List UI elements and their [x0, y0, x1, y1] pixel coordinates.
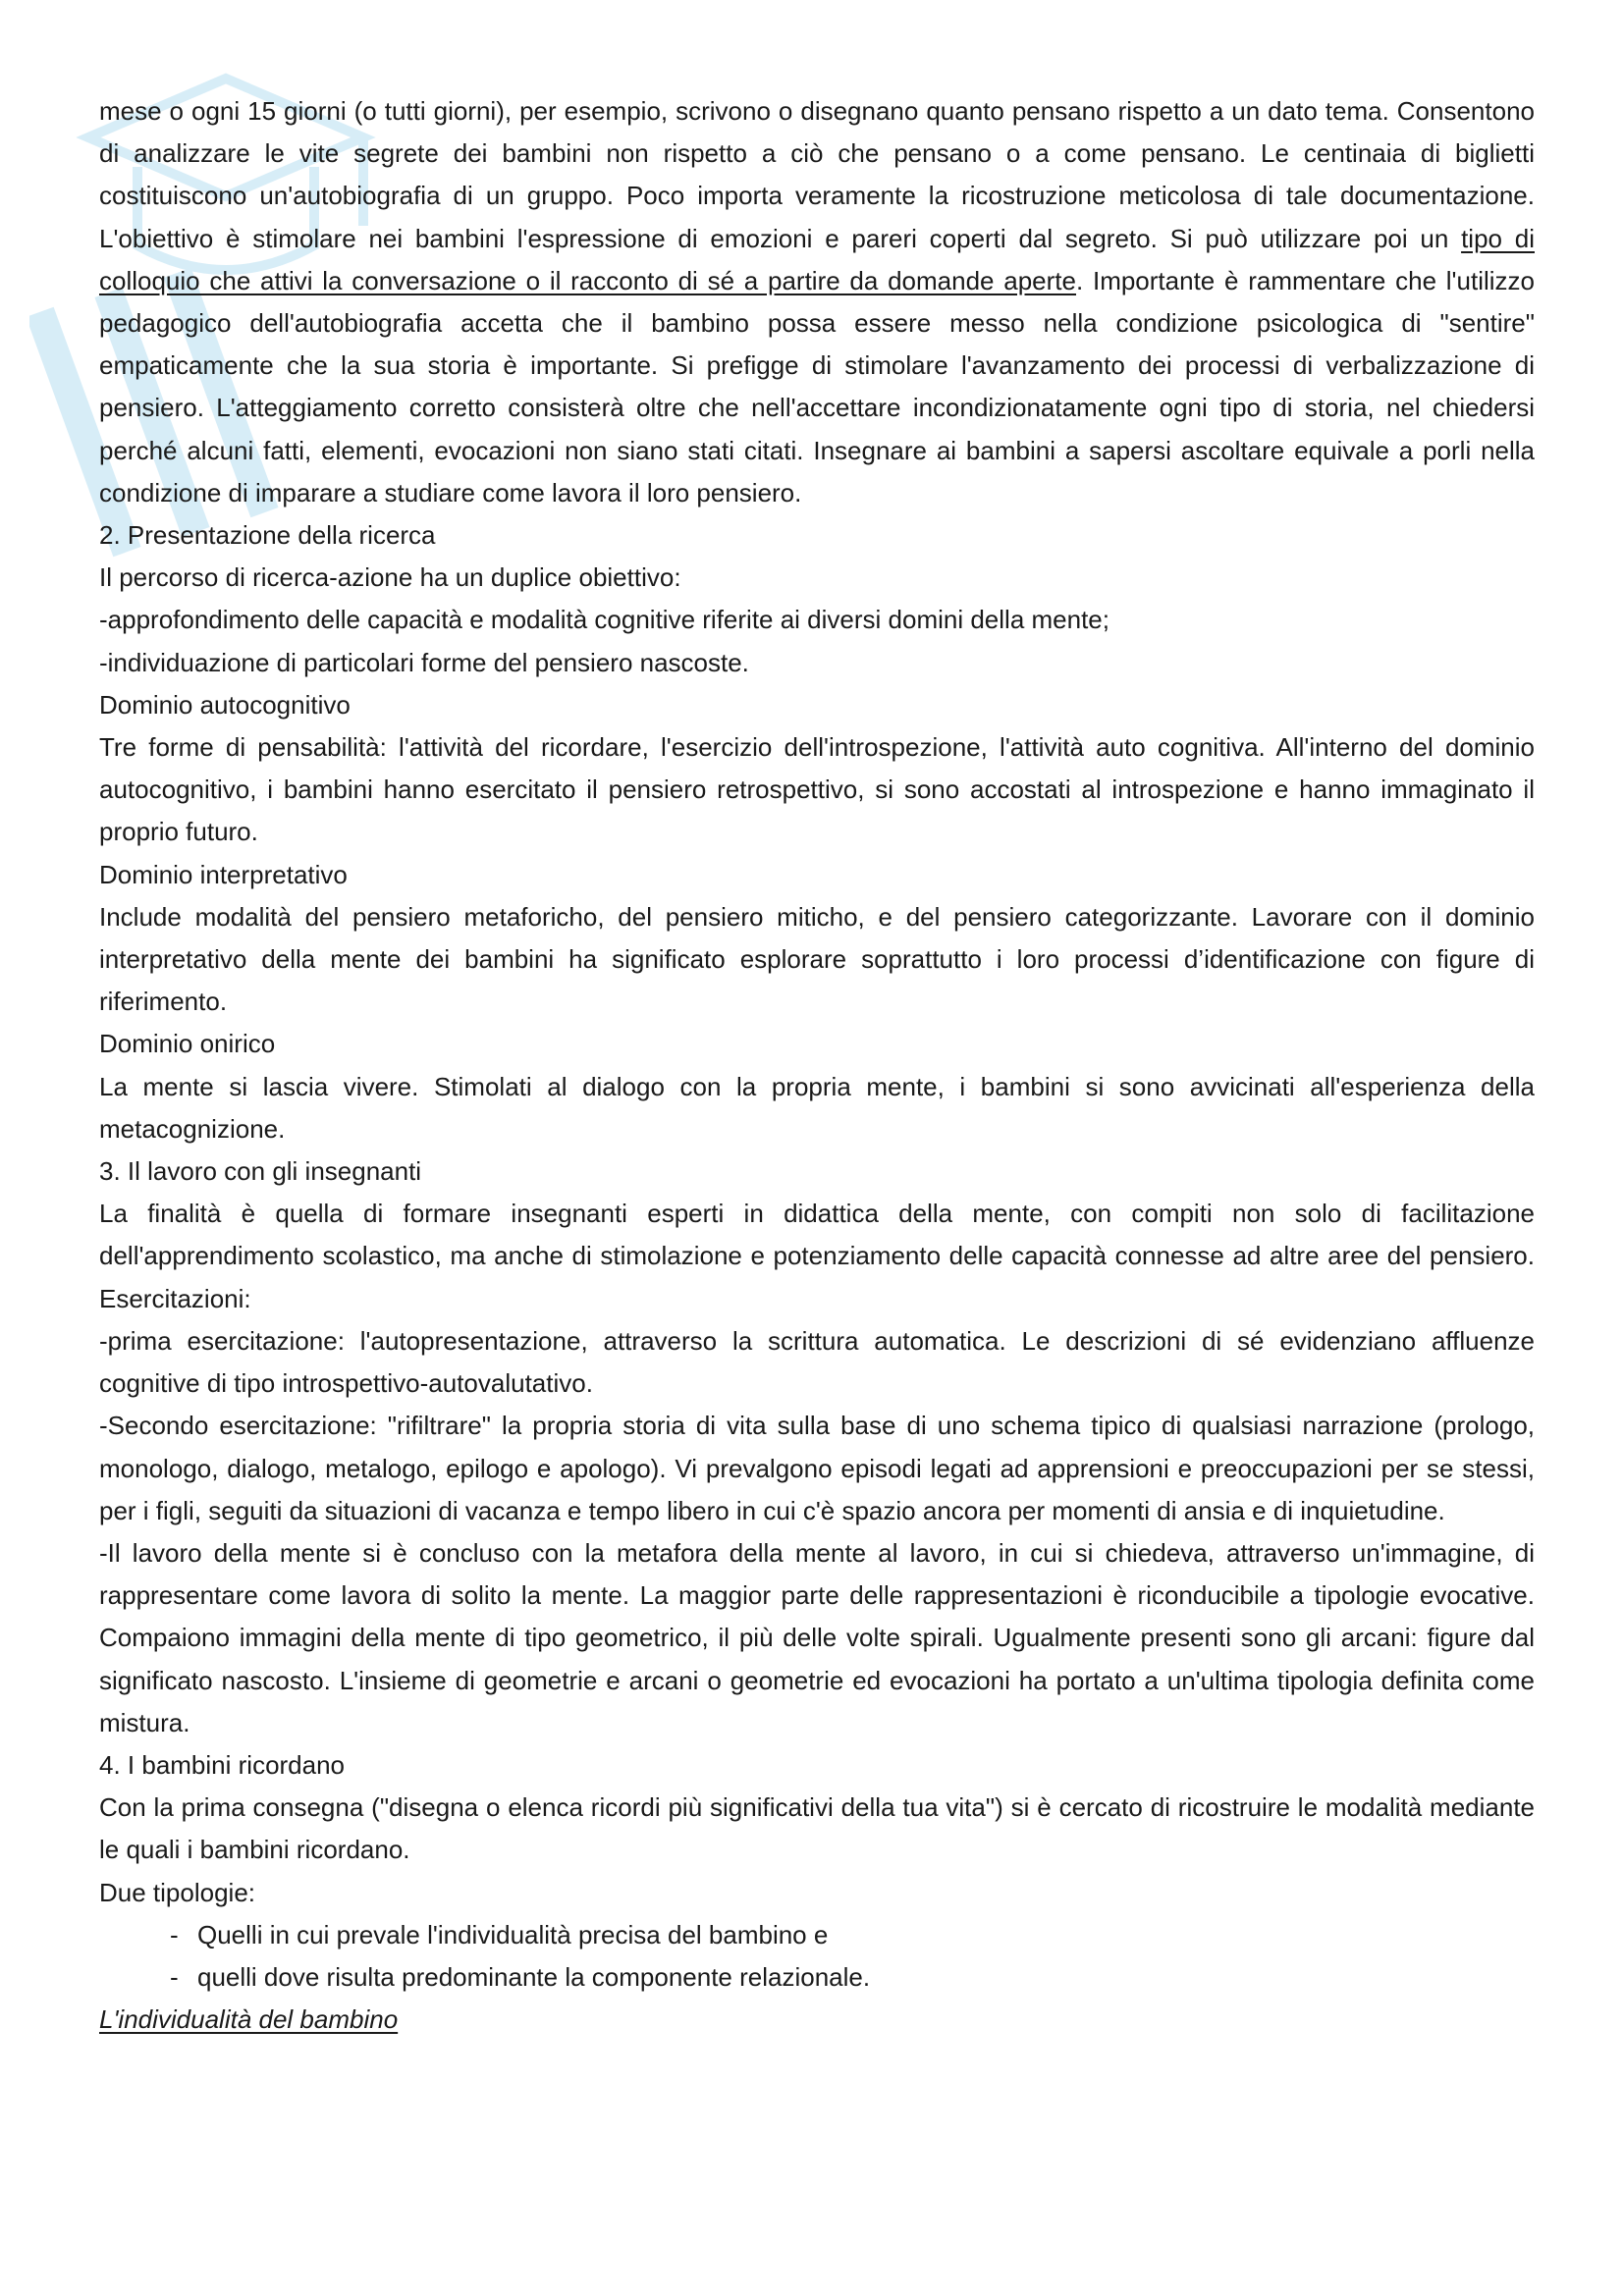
bullet-list [99, 1914, 1535, 1999]
subheading: Dominio autocognitivo [99, 689, 351, 720]
paragraph: Con la prima consegna ("disegna o elenca ricordi più significativi della tua vita") si è cercato di ricostruire le modalità mediante le quali i bambini ricordano. [99, 1792, 1535, 1865]
subheading-italic [99, 1999, 1535, 2041]
list-item-text: quelli dove risulta predominante la componente relazionale. [197, 1961, 871, 1992]
paragraph: Due tipologie: [99, 1877, 255, 1907]
paragraph: Include modalità del pensiero metaforicho, del pensiero mitichо, e del pensiero categorizzante. Lavorare con il dominio interpretativo della mente dei bambini ha significato esplorare soprattutto i loro processi d’identificazione con figure di riferimento. [99, 901, 1535, 1017]
underlined-phrase: tipo di colloquio che attivi la conversazione o il racconto di sé a partire da domande aperte [99, 223, 1535, 295]
paragraph-text: mese o ogni 15 giorni (o tutti giorni), per esempio, scrivono o disegnano quanto pensano rispetto a un dato tema. Consentono di analizzare le vite segrete dei bambini non rispetto a ciò che pensano o a come pensano. Le centinaia di biglietti costituiscono un'autobiografia di un gruppo. Poco importa veramente la ricostruzione meticolosa di tale documentazione. L'obiettivo è stimolare nei bambini l'espressione di emozioni e pareri coperti dal segreto. Si può utilizzare poi un [99, 96, 1535, 253]
subheading-text: L'individualità del bambino [99, 2004, 399, 2035]
paragraph: Il percorso di ricerca-azione ha un duplice obiettivo: [99, 562, 681, 593]
paragraph: -prima esercitazione: l'autopresentazione, attraverso la scrittura automatica. Le descrizioni di sé evidenziano affluenze cognitive di tipo introspettivo-autovalutativo. [99, 1325, 1535, 1399]
section-heading: 3. Il lavoro con gli insegnanti [99, 1156, 422, 1187]
paragraph-autobiografia [99, 90, 1535, 514]
paragraph: Tre forme di pensabilità: l'attività del ricordare, l'esercizio dell'introspezione, l'attività auto cognitiva. All'interno del dominio autocognitivo, i bambini hanno esercitato il pensiero retrospettivo, si sono accostati al introspezione e hanno immaginato il proprio futuro. [99, 732, 1535, 847]
list-item-text: Quelli in cui prevale l'individualità precisa del bambino e [197, 1919, 829, 1949]
section-heading: 4. I bambini ricordano [99, 1749, 346, 1780]
paragraph: La finalità è quella di formare insegnanti esperti in didattica della mente, con compiti non solo di facilitazione dell'apprendimento scolastico, ma anche di stimolazione e potenziamento delle capacità connesse ad altre aree del pensiero. Esercitazioni: [99, 1199, 1535, 1313]
bullet-dash: - [170, 1961, 179, 1992]
paragraph-text: . Importante è rammentare che l'utilizzo pedagogico dell'autobiografia accetta che il bambino possa essere messo nella condizione psicologica di "sentire" empaticamente che la sua storia è importante. Si prefigge di stimolare l'avanzamento dei processi di verbalizzazione di pensiero. L'atteggiamento corretto consisterà oltre che nell'accettare incondizionatamente ogni tipo di storia, nel chiedersi perché alcuni fatti, elementi, evocazioni non siano stati citati. Insegnare ai bambini a sapersi ascoltare equivale a porli nella condizione di imparare a studiare come lavora il loro pensiero. [99, 265, 1535, 507]
paragraph: La mente si lascia vivere. Stimolati al dialogo con la propria mente, i bambini si sono avvicinati all'esperienza della metacognizione. [99, 1071, 1535, 1144]
section-heading: 2. Presentazione della ricerca [99, 520, 436, 551]
list-item: -approfondimento delle capacità e modalità cognitive riferite ai diversi domini della mente; [99, 605, 1109, 635]
list-item [99, 1956, 1535, 1999]
document-body [99, 90, 1535, 2041]
subheading: Dominio interpretativo [99, 859, 348, 889]
list-item: -individuazione di particolari forme del pensiero nascoste. [99, 647, 749, 677]
paragraph: -Secondo esercitazione: "rifiltrare" la propria storia di vita sulla base di uno schema tipico di qualsiasi narrazione (prologo, monologo, dialogo, metalogo, epilogo e apologo). Vi prevalgono episodi legati ad apprensioni e preoccupazioni per se stessi, per i figli, seguiti da situazioni di vacanza e tempo libero in cui c'è spazio ancora per momenti di ansia e di inquietudine. [99, 1411, 1535, 1525]
bullet-dash: - [170, 1919, 179, 1949]
list-item [99, 1914, 1535, 1956]
paragraph: -Il lavoro della mente si è concluso con la metafora della mente al lavoro, in cui si chiedeva, attraverso un'immagine, di rappresentare come lavora di solito la mente. La maggior parte delle rappresentazioni è riconducibile a tipologie evocative. Compaiono immagini della mente di tipo geometrico, il più delle volte spirali. Ugualmente presenti sono gli arcani: figure dal significato nascosto. L'insieme di geometrie e arcani o geometrie ed evocazioni ha portato a un'ultima tipologia definita come mistura. [99, 1537, 1535, 1737]
subheading: Dominio onirico [99, 1029, 276, 1059]
